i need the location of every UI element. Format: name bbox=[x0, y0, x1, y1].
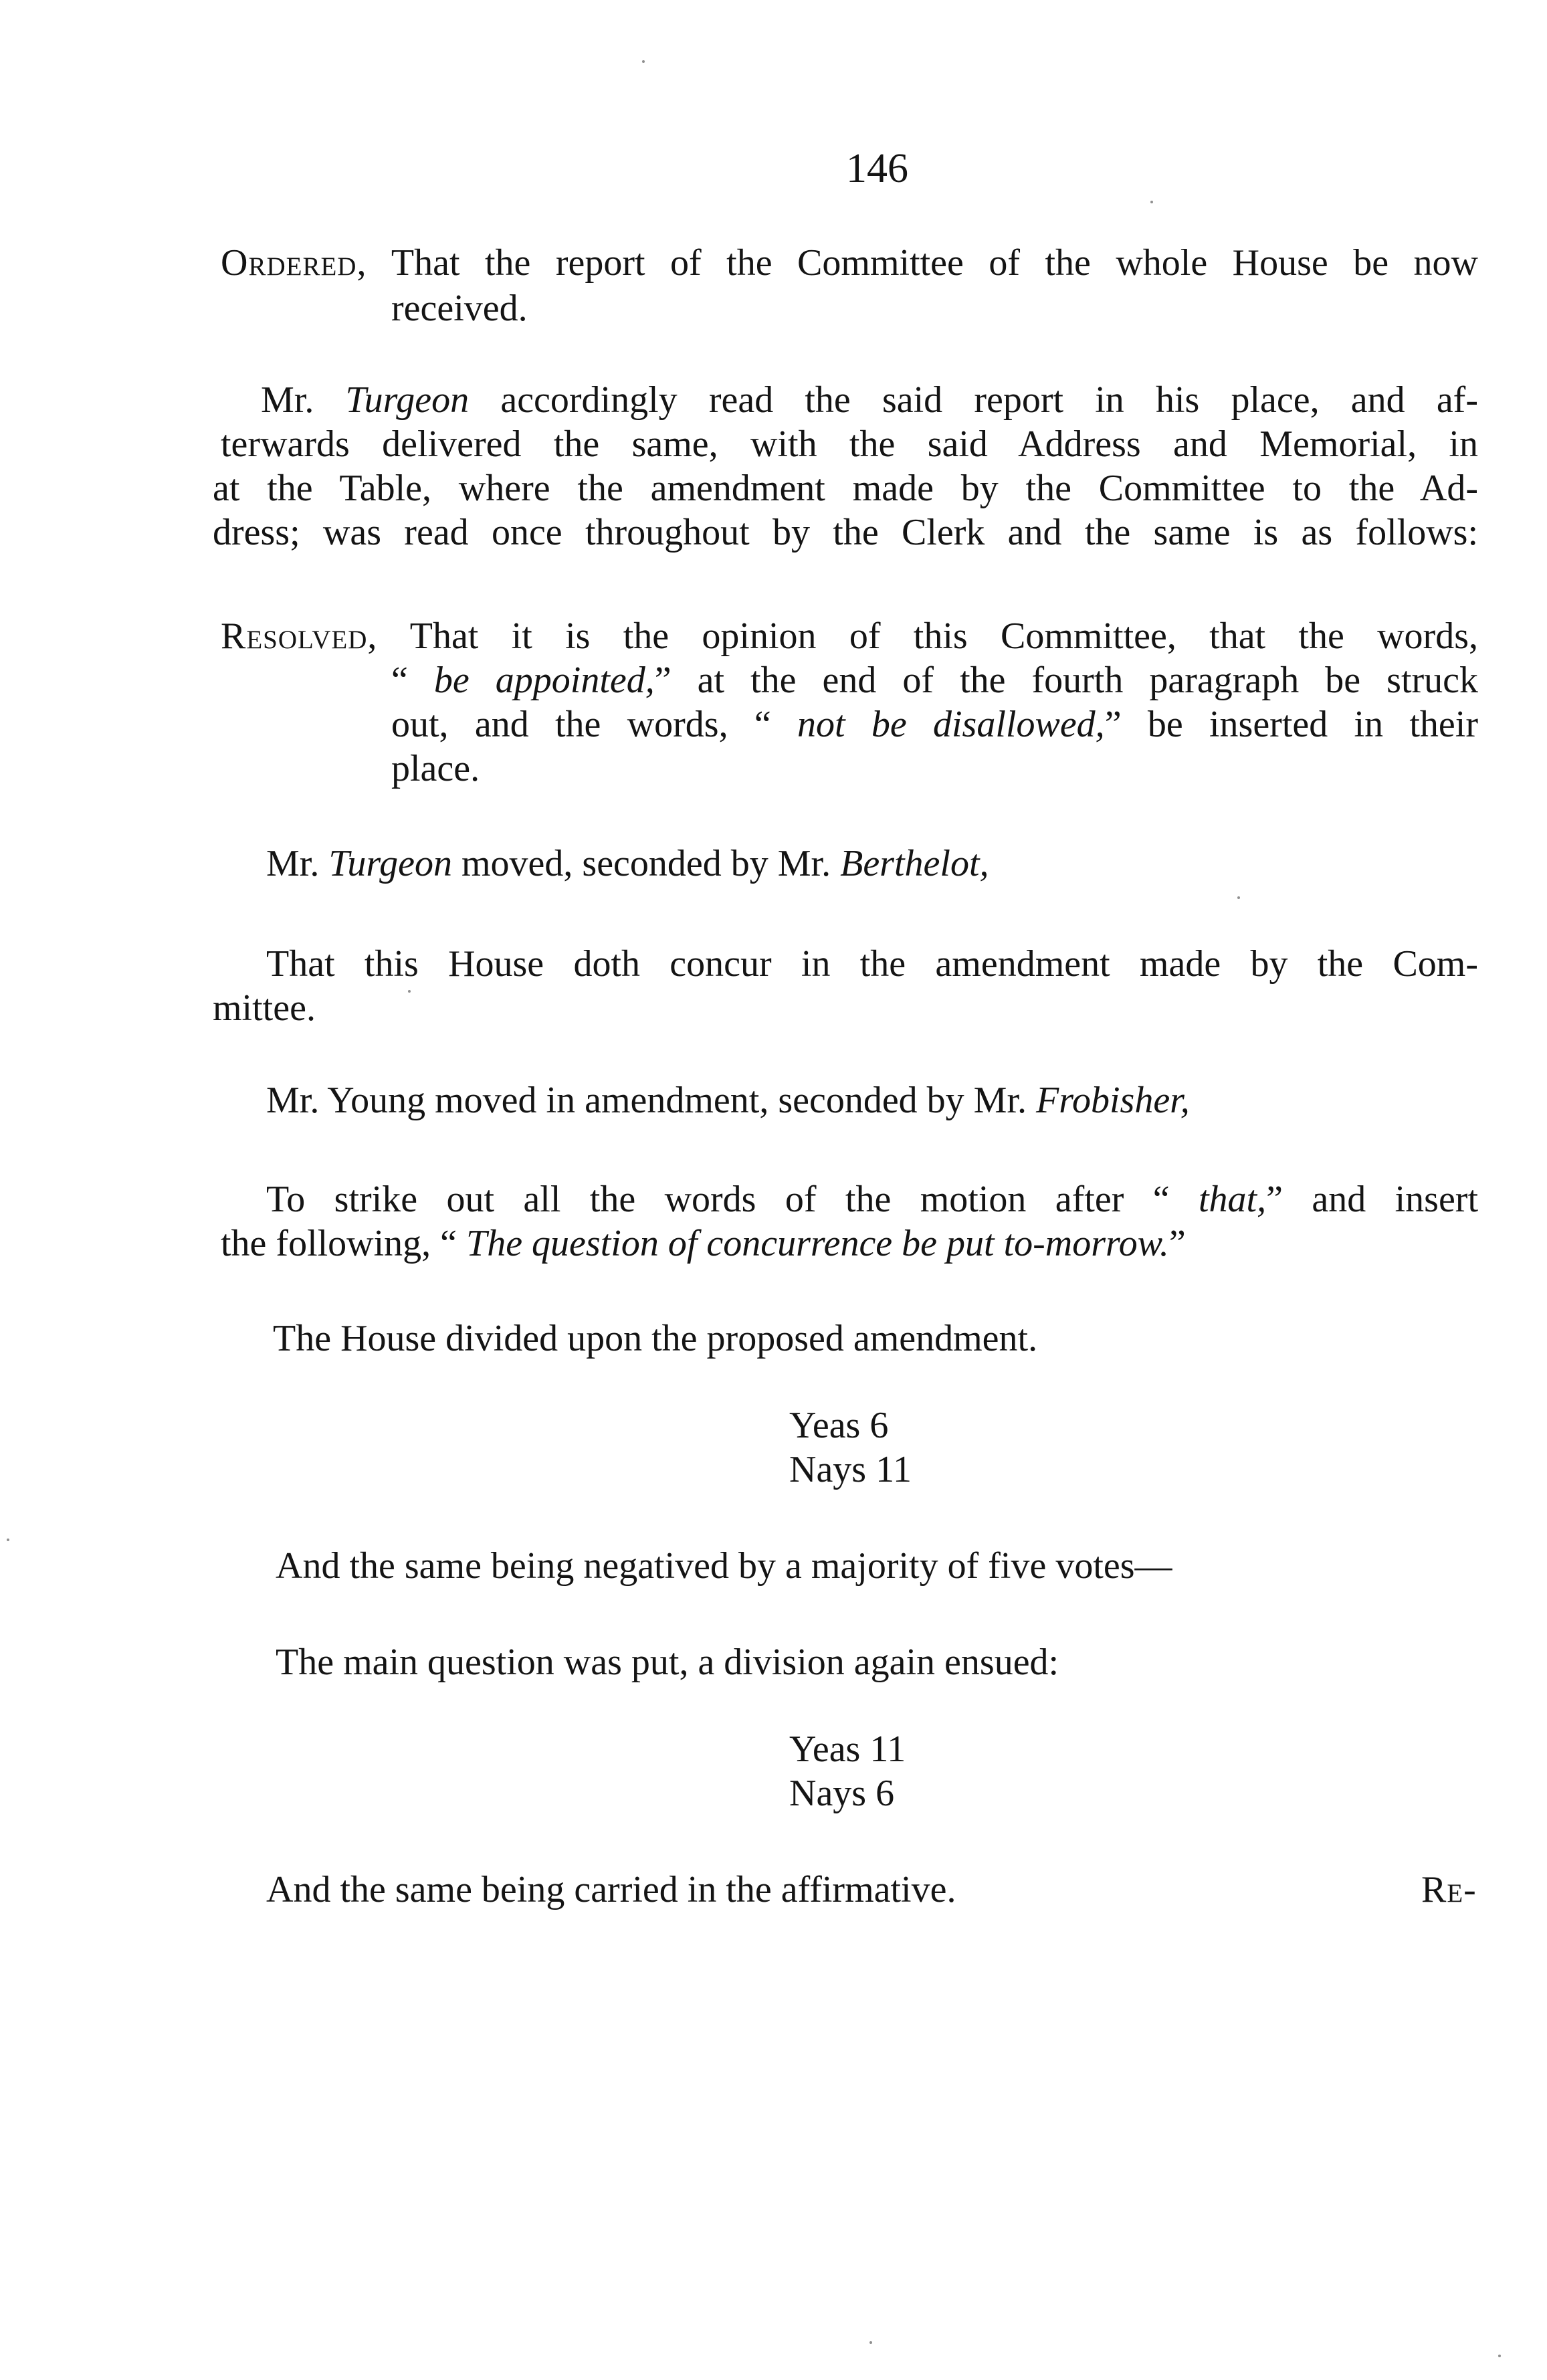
reading-line-4: dress; was read once throughout by the Clerk and the same is as follows: bbox=[213, 512, 1478, 553]
reading-line-2: terwards delivered the same, with the said Address and Memorial, in bbox=[221, 423, 1478, 465]
member-name-turgeon: Turgeon bbox=[345, 379, 470, 421]
scan-speck bbox=[408, 990, 411, 993]
resolved-label: Resolved, bbox=[221, 615, 378, 657]
resolved-line-3: out, and the words, “ not be disallowed,” be inserted in their bbox=[391, 704, 1478, 745]
scan-speck bbox=[7, 1539, 9, 1541]
vote1-nays: Nays 11 bbox=[789, 1449, 912, 1490]
vote2-nays: Nays 6 bbox=[789, 1773, 895, 1814]
scan-speck bbox=[1498, 2355, 1501, 2357]
negatived-line: And the same being negatived by a majority of five votes— bbox=[276, 1545, 1172, 1587]
vote2-yeas: Yeas 11 bbox=[789, 1728, 906, 1770]
seconder-frobisher: Frobisher, bbox=[1036, 1080, 1190, 1121]
page-number: 146 bbox=[846, 146, 908, 191]
resolved-line-4: place. bbox=[391, 748, 480, 789]
scan-speck bbox=[869, 2341, 872, 2344]
young-motion-line: Mr. Young moved in amendment, seconded by Mr. Frobisher, bbox=[266, 1080, 1190, 1121]
main-question-line: The main question was put, a division again ensued: bbox=[276, 1642, 1059, 1683]
ordered-paragraph bbox=[221, 241, 1478, 286]
quoted-amendment: The question of concurrence be put to-morrow. bbox=[466, 1223, 1169, 1264]
concur-line-1: That this House doth concur in the amendment made by the Com- bbox=[266, 943, 1478, 985]
resolved-line-1: Resolved, That it is the opinion of this Committee, that the words, bbox=[221, 615, 1478, 657]
carried-line: And the same being carried in the affirmative. bbox=[266, 1869, 956, 1910]
scan-speck bbox=[642, 60, 645, 63]
scan-speck bbox=[1150, 201, 1153, 203]
ordered-line-2: received. bbox=[391, 288, 528, 329]
strike-line-1: To strike out all the words of the motion after “ that,” and insert bbox=[266, 1179, 1479, 1220]
seconder-name: Berthelot, bbox=[840, 843, 989, 884]
resolved-line-2: “ be appointed,” at the end of the fourth paragraph be struck bbox=[391, 660, 1479, 701]
catchword: Re- bbox=[1421, 1869, 1477, 1910]
ordered-text: That the report of the Committee of the whole House be now bbox=[391, 242, 1478, 284]
division-line: The House divided upon the proposed amendment. bbox=[273, 1318, 1038, 1359]
motion-line: Mr. Turgeon moved, seconded by Mr. Berthelot, bbox=[266, 843, 989, 884]
reading-line-3: at the Table, where the amendment made by the Committee to the Ad- bbox=[213, 468, 1478, 509]
ordered-label: Ordered, bbox=[221, 242, 367, 284]
reading-line-1: Mr. Turgeon accordingly read the said report in his place, and af- bbox=[261, 379, 1478, 421]
concur-line-2: mittee. bbox=[213, 987, 316, 1029]
scan-speck bbox=[1237, 896, 1240, 899]
vote1-yeas: Yeas 6 bbox=[789, 1405, 889, 1446]
ordered-line-1 bbox=[221, 241, 1478, 286]
mover-name: Turgeon bbox=[328, 843, 452, 884]
strike-line-2: the following, “ The question of concurrence be put to-morrow.” bbox=[221, 1223, 1186, 1264]
